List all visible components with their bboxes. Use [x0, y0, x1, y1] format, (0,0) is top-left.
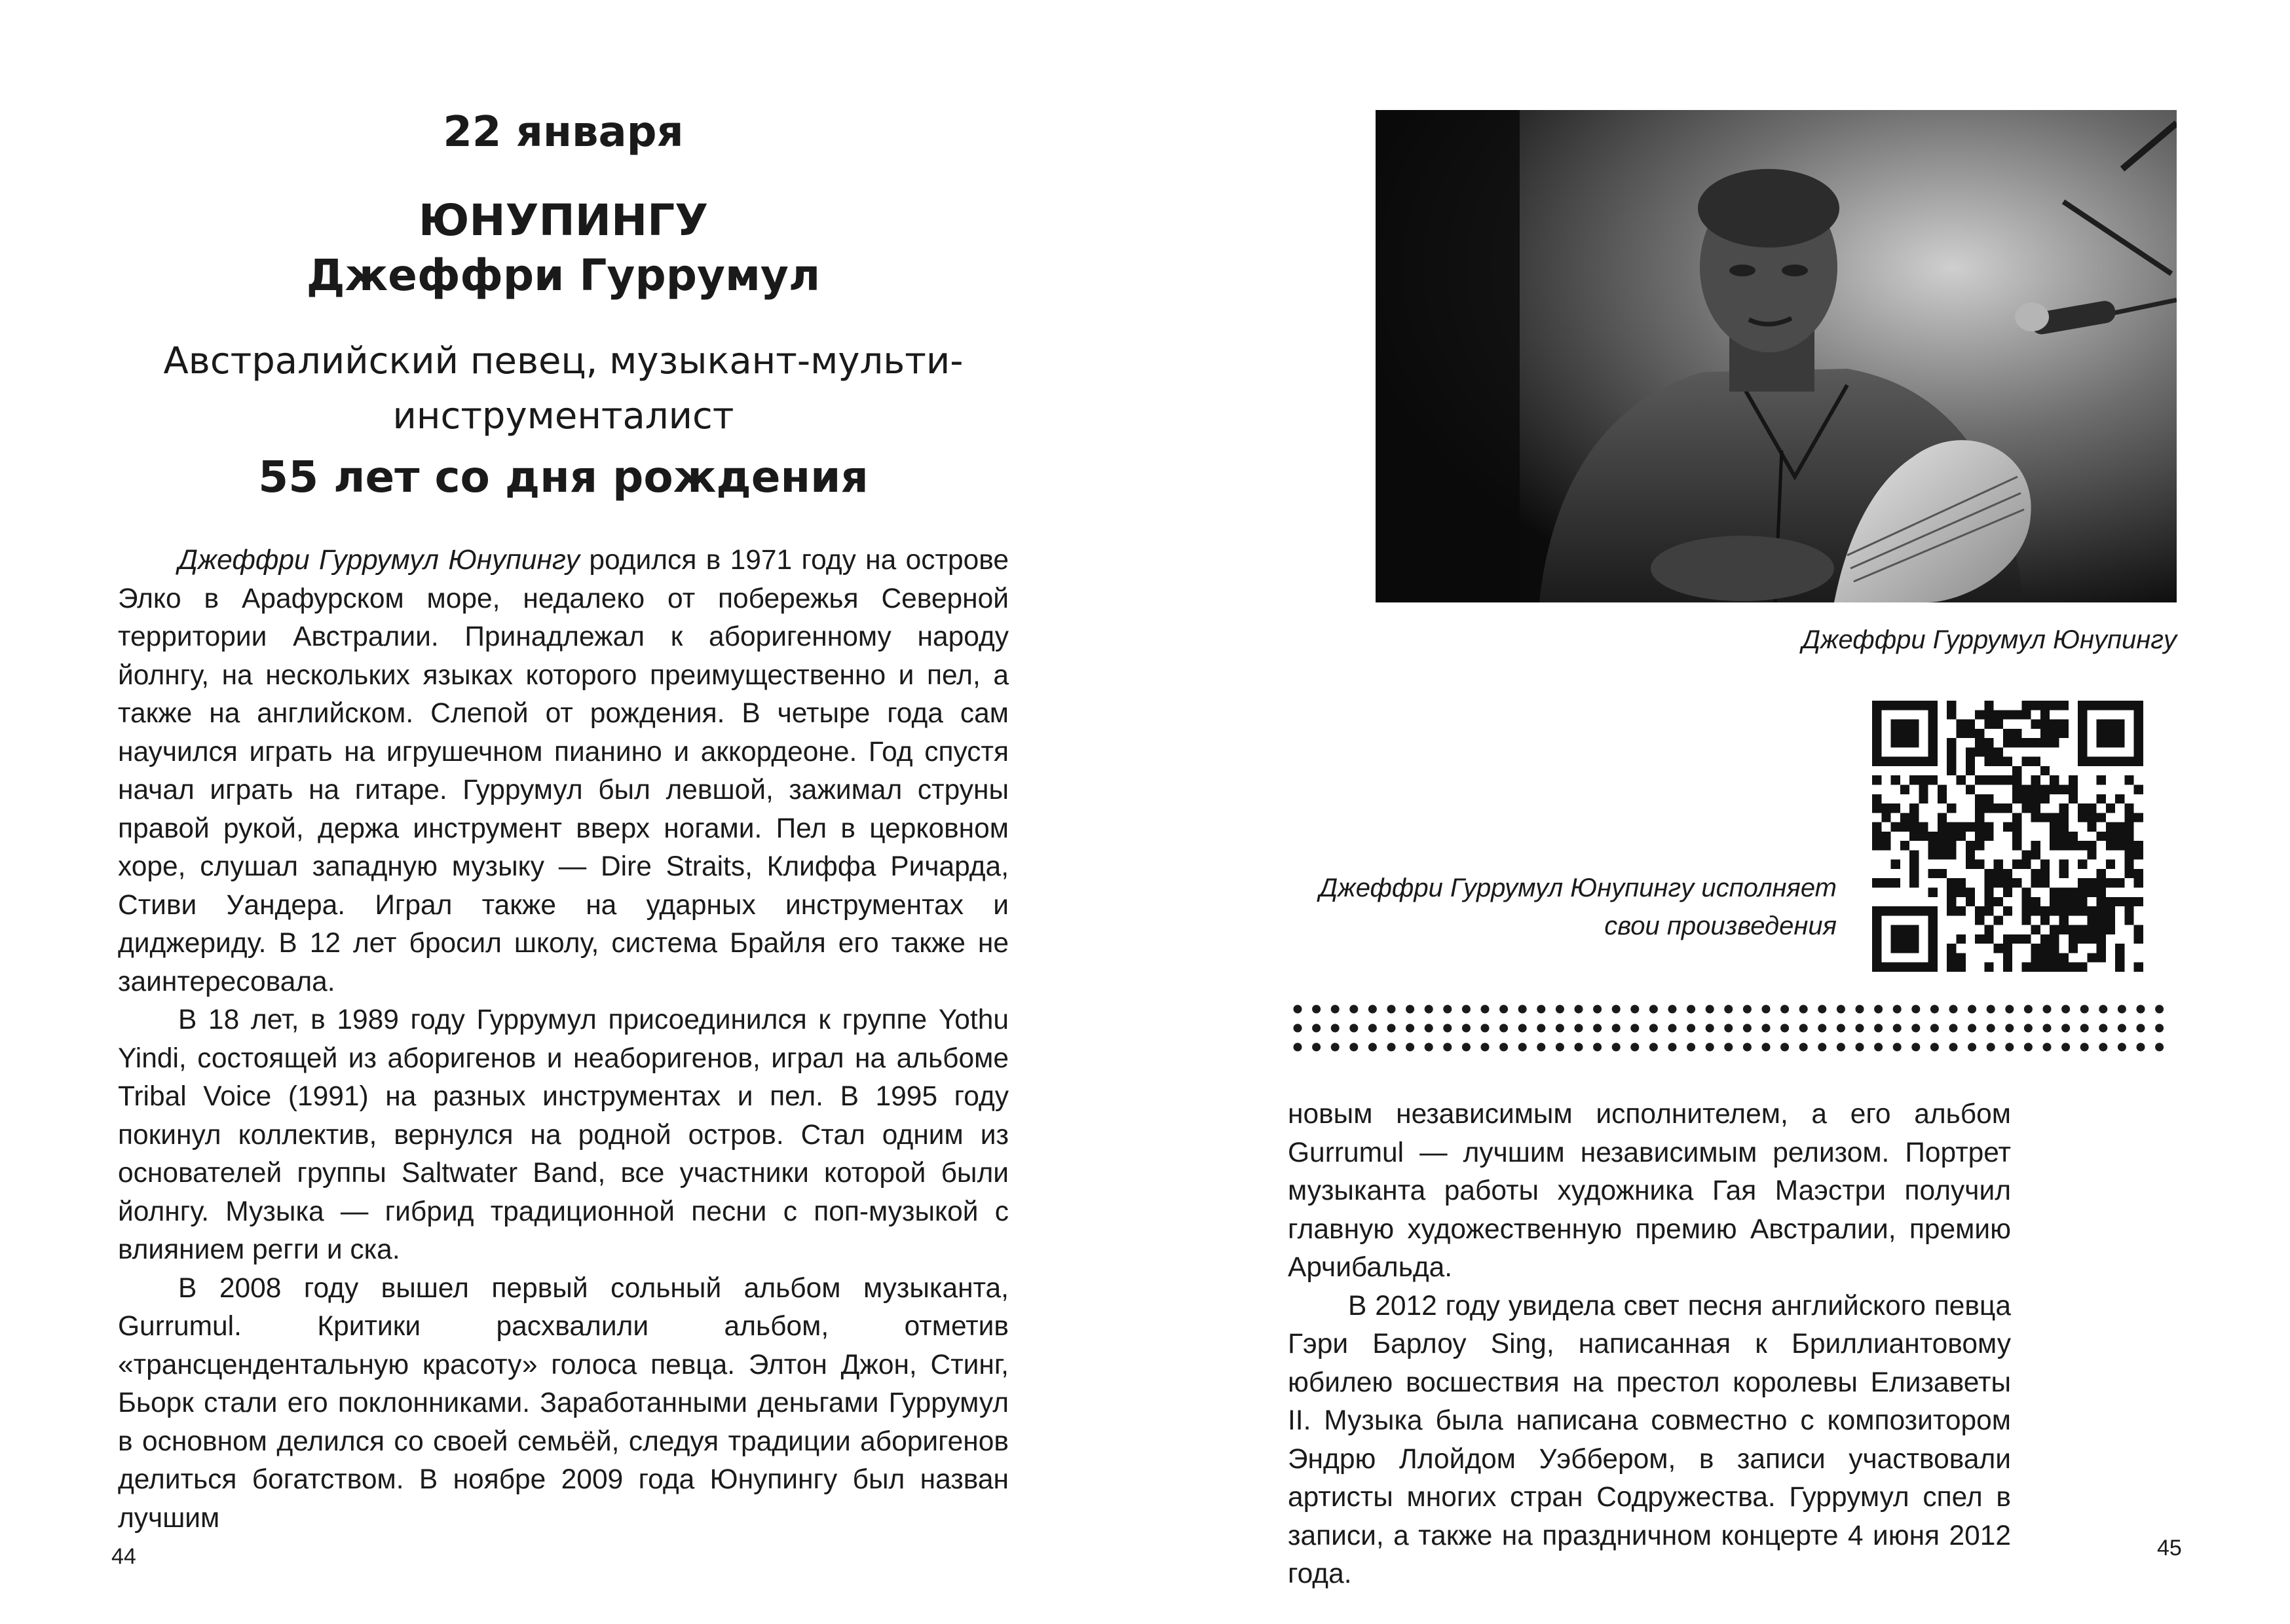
person-description [124, 334, 1002, 444]
photo-image [1376, 110, 2177, 602]
qr-code[interactable] [1872, 701, 2143, 972]
right-body-text [1288, 1096, 2011, 1594]
name-line-1: ЮНУПИНГУ [418, 195, 709, 246]
right-page [1145, 0, 2290, 1624]
person-name-heading [124, 193, 1002, 303]
left-body-text [118, 542, 1009, 1538]
dotted-divider [1292, 1003, 2170, 1055]
page-number-right: 45 [2157, 1536, 2182, 1560]
subtitle-line-2: инструменталист [392, 395, 734, 437]
page-number-left: 44 [111, 1544, 136, 1569]
paragraph-4: В 2012 году увидела свет песня английского певца Гэри Барлоу Sing, написанная к Бриллиантовому юбилею восшествия на престол королевы Елизаветы II. Музыка была написана совместно с композитором Эндрю Ллойдом Уэббером, в записи участвовали артисты многих стран Содружества. Гуррумул спел в записи, а также на праздничном концерте 4 июня 2012 года. [1288, 1290, 2011, 1589]
dots-pattern [1292, 1003, 2170, 1055]
qr-caption: Джеффри Гуррумул Юнупингу исполняет свои произведения [1319, 874, 1837, 940]
paragraph-1 [118, 542, 1009, 1001]
paragraph-continued: новым независимым исполнителем, а его альбом Gurrumul — лучшим независимым релизом. Портрет музыканта работы художника Гая Маэстри получил главную художественную премию Австралии, премию Арчибальда. [1288, 1099, 2011, 1283]
photo-caption: Джеффри Гуррумул Юнупингу [1801, 625, 2177, 654]
anniversary-heading: 55 лет со дня рождения [258, 452, 869, 502]
paragraph-1-text: родился в 1971 году на острове Элко в Арафурском море, недалеко от побережья Северной территории Австралии. Принадлежал к аборигенному народу йолнгу, на нескольких языках которого преимущественно и пел, а также на английском. Слепой от рождения. В четыре года сам научился играть на игрушечном пианино и аккордеоне. Год спустя начал играть на гитаре. Гуррумул был левшой, зажимал струны правой рукой, держа инструмент вверх ногами. Пел в церковном хоре, слушал западную музыку — Dire Straits, Клиффа Ричарда, Стиви Уандера. Играл также на ударных инструментах и диджериду. В 12 лет бросил школу, система Брайля его также не заинтересовала. [118, 545, 1009, 997]
person-name-italic: Джеффри Гуррумул Юнупингу [178, 545, 580, 576]
name-line-2: Джеффри Гуррумул [306, 250, 821, 301]
musician-photo [1376, 110, 2177, 602]
subtitle-line-1: Австралийский певец, музыкант-мульти- [163, 340, 964, 382]
qr-code-image [1872, 701, 2143, 972]
date-heading: 22 января [443, 108, 684, 157]
paragraph-2: В 18 лет, в 1989 году Гуррумул присоединился к группе Yothu Yindi, состоящей из аборигенов и неаборигенов, играл на альбоме Tribal Voice (1991) на разных инструментах и пел. В 1995 году покинул коллектив, вернулся на родной остров. Стал одним из основателей группы Saltwater Band, все участники которой были йолнгу. Музыка — гибрид традиционной песни с поп-музыкой с влиянием регги и ска. [118, 1005, 1009, 1265]
paragraph-3: В 2008 году вышел первый сольный альбом музыканта, Gurrumul. Критики расхвалили альбом, отметив «трансцендентальную красоту» голоса певца. Элтон Джон, Стинг, Бьорк стали его поклонниками. Заработанными деньгами Гуррумул в основном делился со своей семьёй, следуя традиции аборигенов делиться богатством. В ноябре 2009 года Юнупингу был назван лучшим [118, 1272, 1009, 1534]
